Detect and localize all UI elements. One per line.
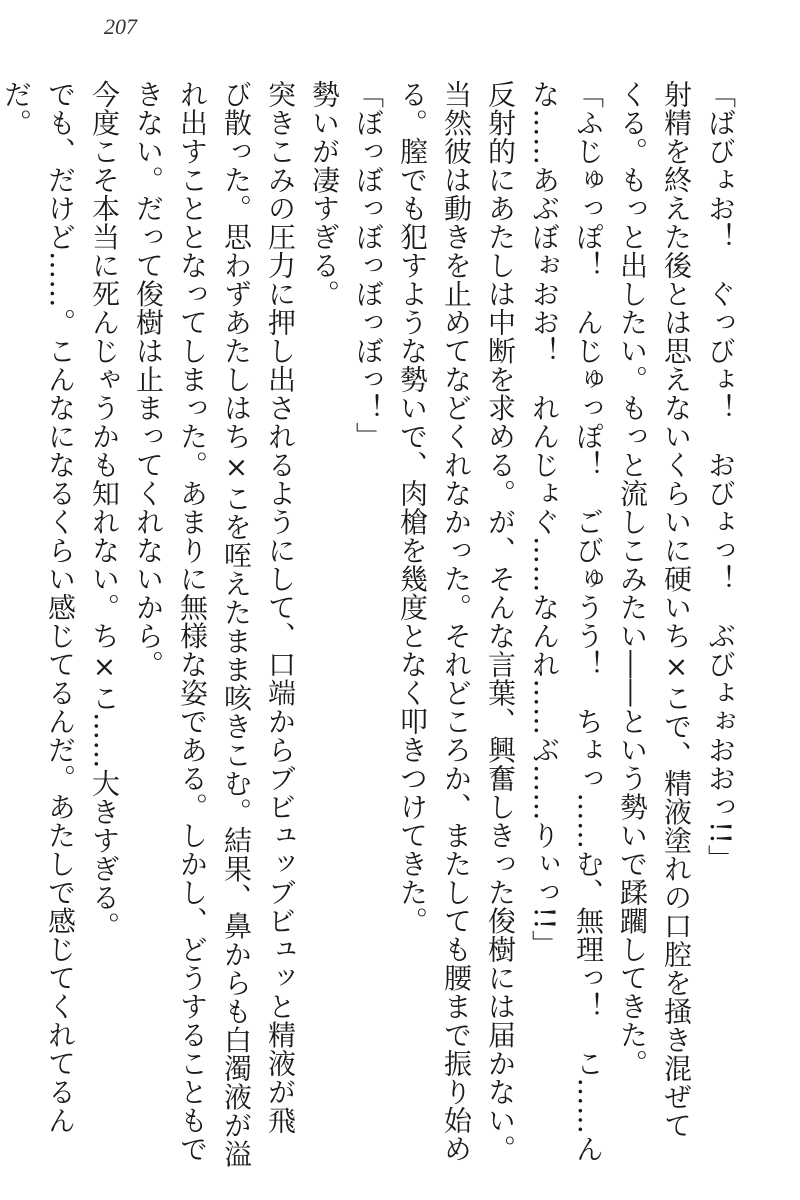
text-line: 「ばびょお！ ぐっびょ！ おびょっ！ ぶびょぉおおっ!!」	[704, 80, 737, 874]
text-line: 射精を終えた後とは思えないくらいに硬いち×こで、精液塗れの口腔を掻き混ぜて	[660, 80, 693, 1140]
text-line: 今度こそ本当に死んじゃうかも知れない。ち×こ……大きすぎる。	[88, 80, 121, 940]
text-line: れ出すこととなってしまった。あまりに無様な姿である。しかし、どうすることもで	[176, 80, 209, 1163]
text-line: きない。だって俊樹は止まってくれないから。	[132, 80, 165, 679]
text-line: 反射的にあたしは中断を求める。が、そんな言葉、興奮しきった俊樹には届かない。	[484, 80, 517, 1163]
text-line: 勢いが凄すぎる。	[308, 80, 341, 308]
text-line: 突きこみの圧力に押し出されるようにして、口端からブビュッブビュッと精液が飛	[264, 80, 297, 1135]
text-line: くる。もっと出したい。もっと流しこみたい――という勢いで蹂躙してきた。	[616, 80, 649, 1078]
text-line: だ。	[0, 80, 33, 137]
text-line: でも、だけど……。こんなになるくらい感じてるんだ。あたしで感じてくれてるん	[44, 80, 77, 1135]
page-number: 207	[104, 14, 137, 39]
text-line: 「ぼっぼっぼっぼっぼっ！」	[352, 80, 385, 451]
text-line: び散った。思わずあたしはち×こを咥えたまま咳きこむ。結果、鼻からも白濁液が溢	[220, 80, 253, 1168]
body-text	[0, 80, 742, 1180]
text-line: 当然彼は動きを止めてなどくれなかった。それどころか、またしても腰まで振り始め	[440, 80, 473, 1163]
text-line: 「ふじゅっぽ！ んじゅっぽ！ ごびゅうう！ ちょっ……む、無理っ！ こ……ん	[572, 80, 605, 1163]
text-line: る。膣でも犯すような勢いで、肉槍を幾度となく叩きつけてきた。	[396, 80, 429, 935]
text-line: な……あぶぼぉおお！ れんじょぐ……なんれ……ぶ……りぃっ!!」	[528, 80, 561, 959]
